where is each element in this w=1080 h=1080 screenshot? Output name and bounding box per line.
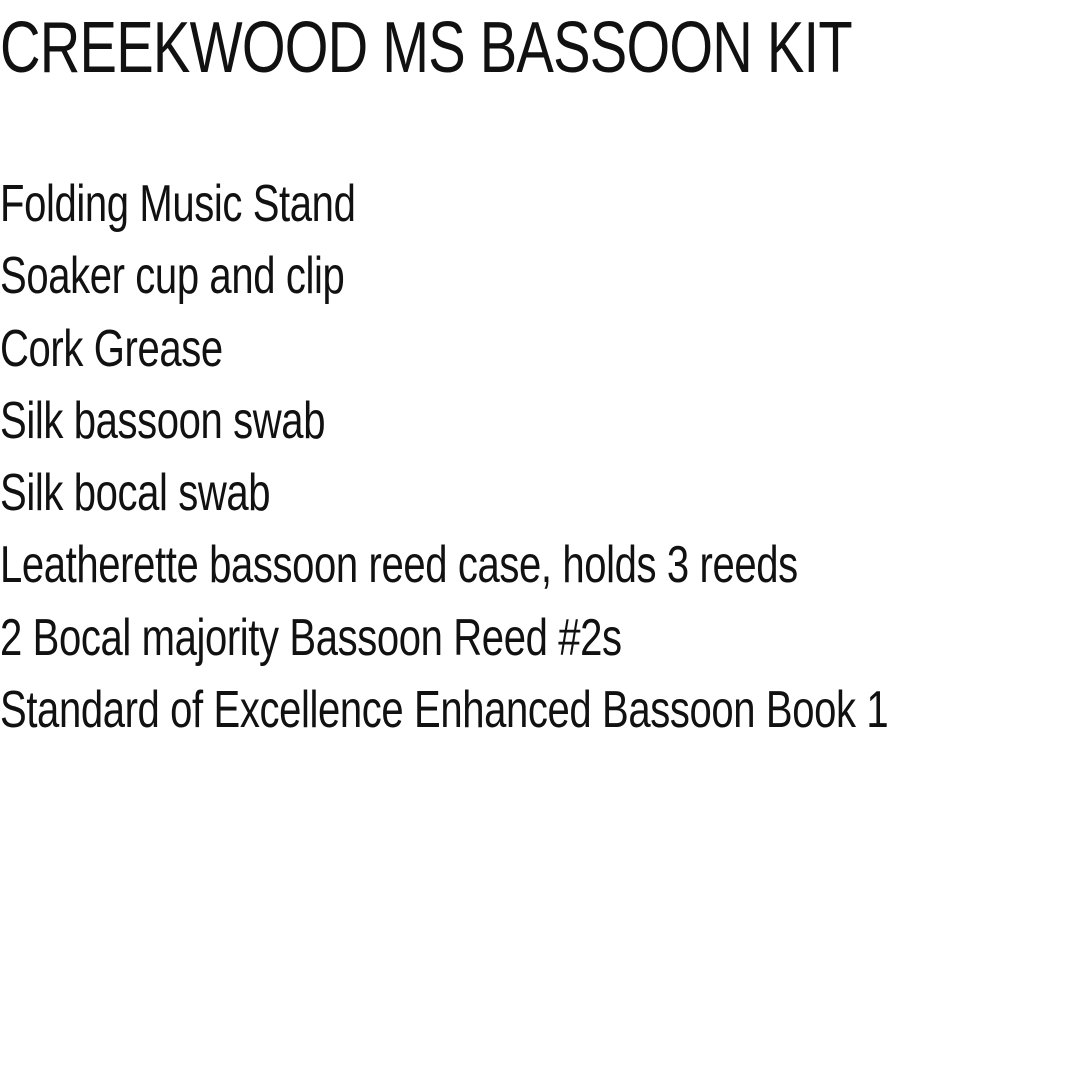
list-item: Folding Music Stand [0,175,356,233]
list-item: Leatherette bassoon reed case, holds 3 reeds [0,536,798,595]
list-item: Soaker cup and clip [0,247,345,306]
page-title: CREEKWOOD MS BASSOON KIT [0,8,852,88]
list-item: Cork Grease [0,319,223,378]
list-item: Standard of Excellence Enhanced Bassoon Book 1 [0,681,889,740]
list-item: Silk bocal swab [0,464,271,523]
list-item: Silk bassoon swab [0,391,326,450]
list-item: 2 Bocal majority Bassoon Reed #2s [0,608,622,667]
kit-item-list [0,168,1080,746]
